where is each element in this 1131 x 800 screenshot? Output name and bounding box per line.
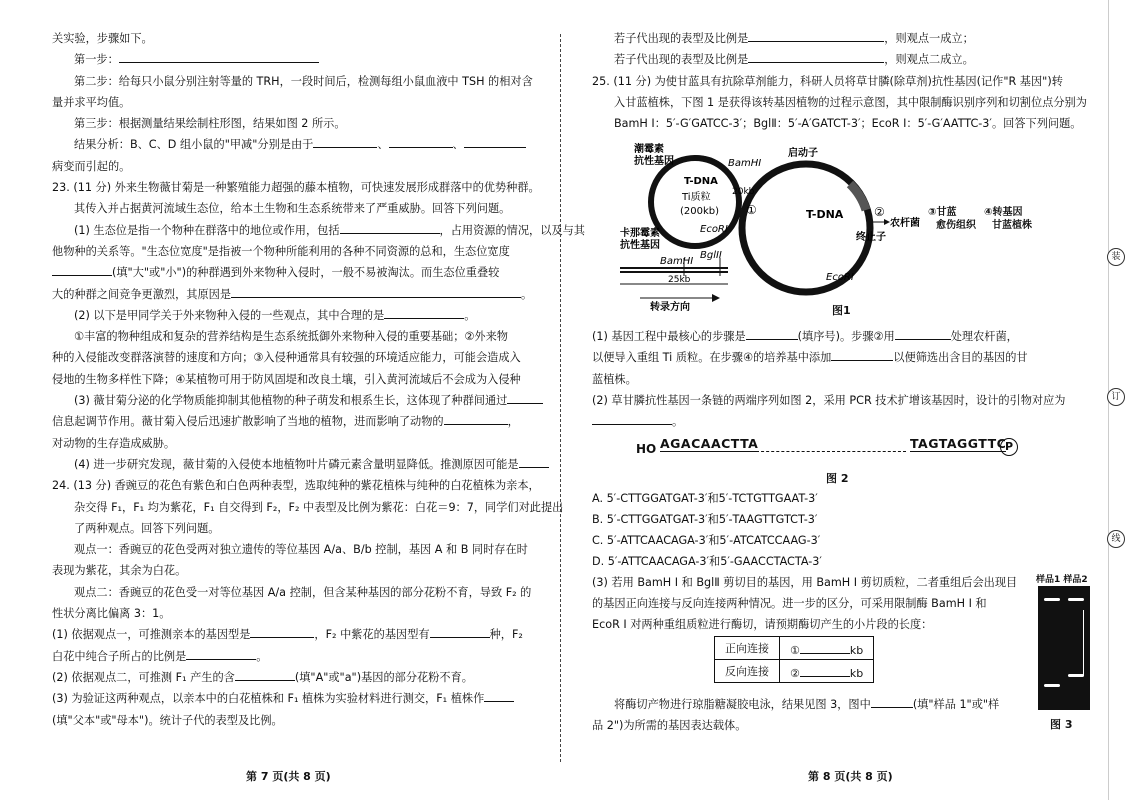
text-line: 的基因正向连接与反向连接两种情况。进一步的区分，可采用限制酶 BamH Ⅰ 和	[592, 597, 987, 610]
figure-2-caption: 图 2	[826, 472, 849, 485]
text-line: 量并求平均值。	[52, 95, 131, 109]
ti-size-label: (200kb)	[680, 206, 720, 217]
tdna-label-1: T-DNA	[684, 176, 718, 187]
text-line: (填"大"或"小")的种群遇到外来物种入侵时，一般不易被淘汰。而生态位重叠较	[52, 262, 548, 283]
bglii-label: BglII	[700, 250, 722, 261]
terminator-label: 终止子	[856, 232, 886, 243]
text-line: 性状分离比偏离 3：1。	[52, 607, 171, 621]
binding-mark: 订	[1107, 388, 1125, 406]
text-line: (2) 以下是甲同学关于外来物种入侵的一些观点，其中合理的是 。	[52, 305, 548, 326]
right-page	[592, 28, 1087, 134]
text-line: (1) 依据观点一，可推测亲本的基因型是 ，F₂ 中紫花的基因型有 种，F₂	[52, 624, 548, 645]
kb25-label: 25kb	[668, 275, 691, 285]
text-line: 蓝植株。	[592, 372, 637, 386]
figure-2-sequence	[636, 436, 1016, 460]
fig1-final: ④转基因 甘蓝植株	[984, 207, 1032, 231]
text-line: 对动物的生存造成威胁。	[52, 436, 176, 450]
option-c: C. 5′-ATTCAACAGA-3′和5′-ATCATCCAAG-3′	[592, 534, 821, 547]
text-line: 病变而引起的。	[52, 159, 131, 173]
table-row	[715, 660, 874, 683]
text-line: 观点二：香豌豆的花色受一对等位基因 A/a 控制，但含某种基因的部分花粉不育，导致 F₂ 的	[74, 585, 532, 599]
text-line: (4) 进一步研究发现，薇甘菊的入侵使本地植物叶片磷元素含量明显降低。推测原因可能是	[52, 454, 548, 475]
text-line: ①丰富的物种组成和复杂的营养结构是生态系统抵御外来物种入侵的重要基础；②外来物	[74, 330, 508, 344]
text-line: 侵地的生物多样性下降；④某植物可用于防风固堤和改良土壤，引入黄河流域后不会成为入侵种	[52, 372, 521, 386]
left-sequence: AGACAACTTA	[660, 436, 759, 451]
figure-1-caption: 图1	[832, 304, 851, 317]
direction-label: 转录方向	[650, 302, 690, 313]
text-line: 结果分析：B、C、D 组小鼠的"甲减"分别是由于 、 、	[52, 134, 548, 155]
gel-band	[1068, 674, 1084, 677]
binding-mark: 装	[1107, 248, 1125, 266]
text-line: BamH Ⅰ：5′-G′GATCC-3′；BglⅡ：5′-A′GATCT-3′；EcoR Ⅰ：5′-G′AATTC-3′。回答下列问题。	[614, 117, 1082, 131]
text-line: 观点一：香豌豆的花色受两对独立遗传的等位基因 A/a、B/b 控制，基因 A 和 B 同时存在时	[74, 543, 528, 557]
text-line: 将酶切产物进行琼脂糖凝胶电泳，结果见图 3，图中 (填"样品 1"或"样	[592, 694, 1032, 715]
text-line: 了两种观点。回答下列问题。	[74, 521, 220, 535]
step-1-label: ①	[746, 203, 757, 217]
text-line: 其传入并占据黄河流域生态位，给本土生物和生态系统带来了严重威胁。回答下列问题。	[74, 202, 511, 216]
gel-sample-labels: 样品1 样品2	[1036, 575, 1088, 585]
page-divider	[560, 34, 561, 762]
text-line: (3) 薇甘菊分泌的化学物质能抑制其他植物的种子萌发和根系生长，这体现了种群间通过	[52, 390, 548, 411]
text-line: 品 2")为所需的基因表达载体。	[592, 719, 747, 732]
fig1-steps-right: ③甘蓝 愈伤组织	[928, 207, 976, 231]
text-line: 信息起调节作用。薇甘菊入侵后迅速扩散影响了当地的植物，进而影响了动物的 ，	[52, 411, 548, 432]
right-page-questions	[592, 326, 1084, 432]
option-d: D. 5′-ATTCAACAGA-3′和5′-GAACCTACTA-3′	[592, 555, 822, 568]
text-line: 他物种的关系等。"生态位宽度"是指被一个物种所能利用的各种不同资源的总和，生态位宽度	[52, 244, 510, 258]
text-line: (2) 依据观点二，可推测 F₁ 产生的含 (填"A"或"a")基因的部分花粉不育。	[52, 667, 548, 688]
ho-label: HO	[636, 442, 657, 456]
kb20-label: 20kb	[732, 187, 755, 197]
row-answer: ② kb	[780, 660, 874, 683]
ecori-label-1: EcoRI	[700, 224, 728, 235]
text-line: (1) 生态位是指一个物种在群落中的地位或作用，包括 ，占用资源的情况，以及与其	[52, 220, 548, 241]
page-footer-right: 第 8 页(共 8 页)	[808, 770, 893, 783]
text-line: 表现为紫花，其余为白花。	[52, 564, 187, 578]
promoter-label: 启动子	[788, 148, 818, 159]
text-line: 种的入侵能改变群落演替的速度和方向；③入侵种通常具有较强的环境适应能力，可能会造成入	[52, 351, 521, 365]
text-line: 第三步：根据测量结果绘制柱形图，结果如图 2 所示。	[74, 117, 346, 131]
question-23: 23. (11 分) 外来生物薇甘菊是一种繁殖能力超强的藤本植物，可快速发展形成群落中的优势种群。	[52, 181, 540, 195]
question-24: 24. (13 分) 香豌豆的花色有紫色和白色两种表型，选取纯种的紫花植株与纯种的白花植株为亲本，	[52, 479, 540, 493]
question-25: 25. (11 分) 为使甘蓝具有抗除草剂能力，科研人员将草甘膦(除草剂)抗性基因(记作"R 基因")转	[592, 74, 1063, 88]
text-line: 入甘蓝植株，下图 1 是获得该转基因植物的过程示意图，其中限制酶识别序列和切割位点分别为	[614, 95, 1087, 109]
text-line: 大的种群之间竞争更激烈，其原因是 。	[52, 284, 548, 305]
gel-band	[1044, 598, 1060, 601]
q3-tail	[592, 694, 1032, 736]
text-line: 杂交得 F₁，F₁ 均为紫花，F₁ 自交得到 F₂，F₂ 中表型及比例为紫花：白花＝9：7，同学们对此提出	[74, 500, 564, 514]
page-footer-left: 第 7 页(共 8 页)	[246, 770, 331, 783]
right-sequence: TAGTAGGTTC	[910, 436, 1007, 451]
text-line: 。	[592, 411, 1084, 432]
gel-arrow	[1083, 610, 1084, 676]
figure-3-caption: 图 3	[1050, 718, 1073, 731]
binding-strip	[1108, 0, 1131, 800]
neo-gene-label: 潮霉素	[634, 144, 664, 155]
binding-mark: 线	[1107, 530, 1125, 548]
row-label: 反向连接	[715, 660, 780, 683]
step-2-label: ②	[874, 205, 885, 219]
text-line: 以便导入重组 Ti 质粒。在步骤④的培养基中添加 以便筛选出含目的基因的甘	[592, 347, 1084, 368]
phosphate-label: P	[1000, 438, 1018, 456]
row-answer: ① kb	[780, 637, 874, 660]
ti-plasmid-label: Ti质粒	[682, 192, 711, 203]
text-line: 若子代出现的表型及比例是 ，则观点二成立。	[592, 49, 1084, 70]
text-line: (2) 草甘膦抗性基因一条链的两端序列如图 2，采用 PCR 技术扩增该基因时，设计的引物对应为	[592, 393, 1066, 407]
tdna-label-2: T-DNA	[806, 208, 844, 221]
sequence-dashes	[756, 451, 906, 452]
text-line: 关实验，步骤如下。	[52, 32, 153, 45]
left-page	[52, 28, 585, 731]
q3-text	[592, 572, 1030, 635]
svg-text:抗性基因: 抗性基因	[634, 156, 674, 167]
bamhi-label-1: BamHI	[728, 158, 762, 169]
option-a: A. 5′-CTTGGATGAT-3′和5′-TCTGTTGAAT-3′	[592, 492, 818, 505]
gel-band	[1068, 598, 1084, 601]
text-line: (3) 若用 BamH Ⅰ 和 BglⅡ 剪切目的基因，用 BamH Ⅰ 剪切质粒，二者重组后会出现目	[592, 576, 1018, 589]
digest-length-table	[714, 636, 874, 683]
row-label: 正向连接	[715, 637, 780, 660]
text-line: 第二步：给每只小鼠分别注射等量的 TRH，一段时间后，检测每组小鼠血液中 TSH 的相对含	[74, 74, 533, 88]
ecori-label-2: EcoRI	[826, 272, 854, 283]
option-b: B. 5′-CTTGGATGAT-3′和5′-TAAGTTGTCT-3′	[592, 513, 818, 526]
text-line: (填"父本"或"母本")。统计子代的表型及比例。	[52, 713, 283, 727]
agrobacterium-label: 农杆菌	[890, 218, 920, 229]
gel-image	[1038, 586, 1090, 710]
bamhi-label-2: BamHI	[660, 256, 694, 267]
text-line: 若子代出现的表型及比例是 ，则观点一成立；	[592, 28, 1084, 49]
svg-text:抗性基因: 抗性基因	[620, 240, 660, 251]
text-line: EcoR Ⅰ 对两种重组质粒进行酶切，请预期酶切产生的小片段的长度：	[592, 618, 933, 631]
text-line: 第一步：	[52, 49, 548, 70]
text-line: (3) 为验证这两种观点，以亲本中的白花植株和 F₁ 植株为实验材料进行测交，F₁ 植株作	[52, 688, 548, 709]
text-line: 白花中纯合子所占的比例是 。	[52, 646, 548, 667]
gel-band	[1044, 684, 1060, 687]
table-row	[715, 637, 874, 660]
text-line: (1) 基因工程中最核心的步骤是 (填序号)。步骤②用 处理农杆菌，	[592, 326, 1084, 347]
kana-gene-label: 卡那霉素	[620, 228, 660, 239]
options-list	[592, 488, 1084, 572]
